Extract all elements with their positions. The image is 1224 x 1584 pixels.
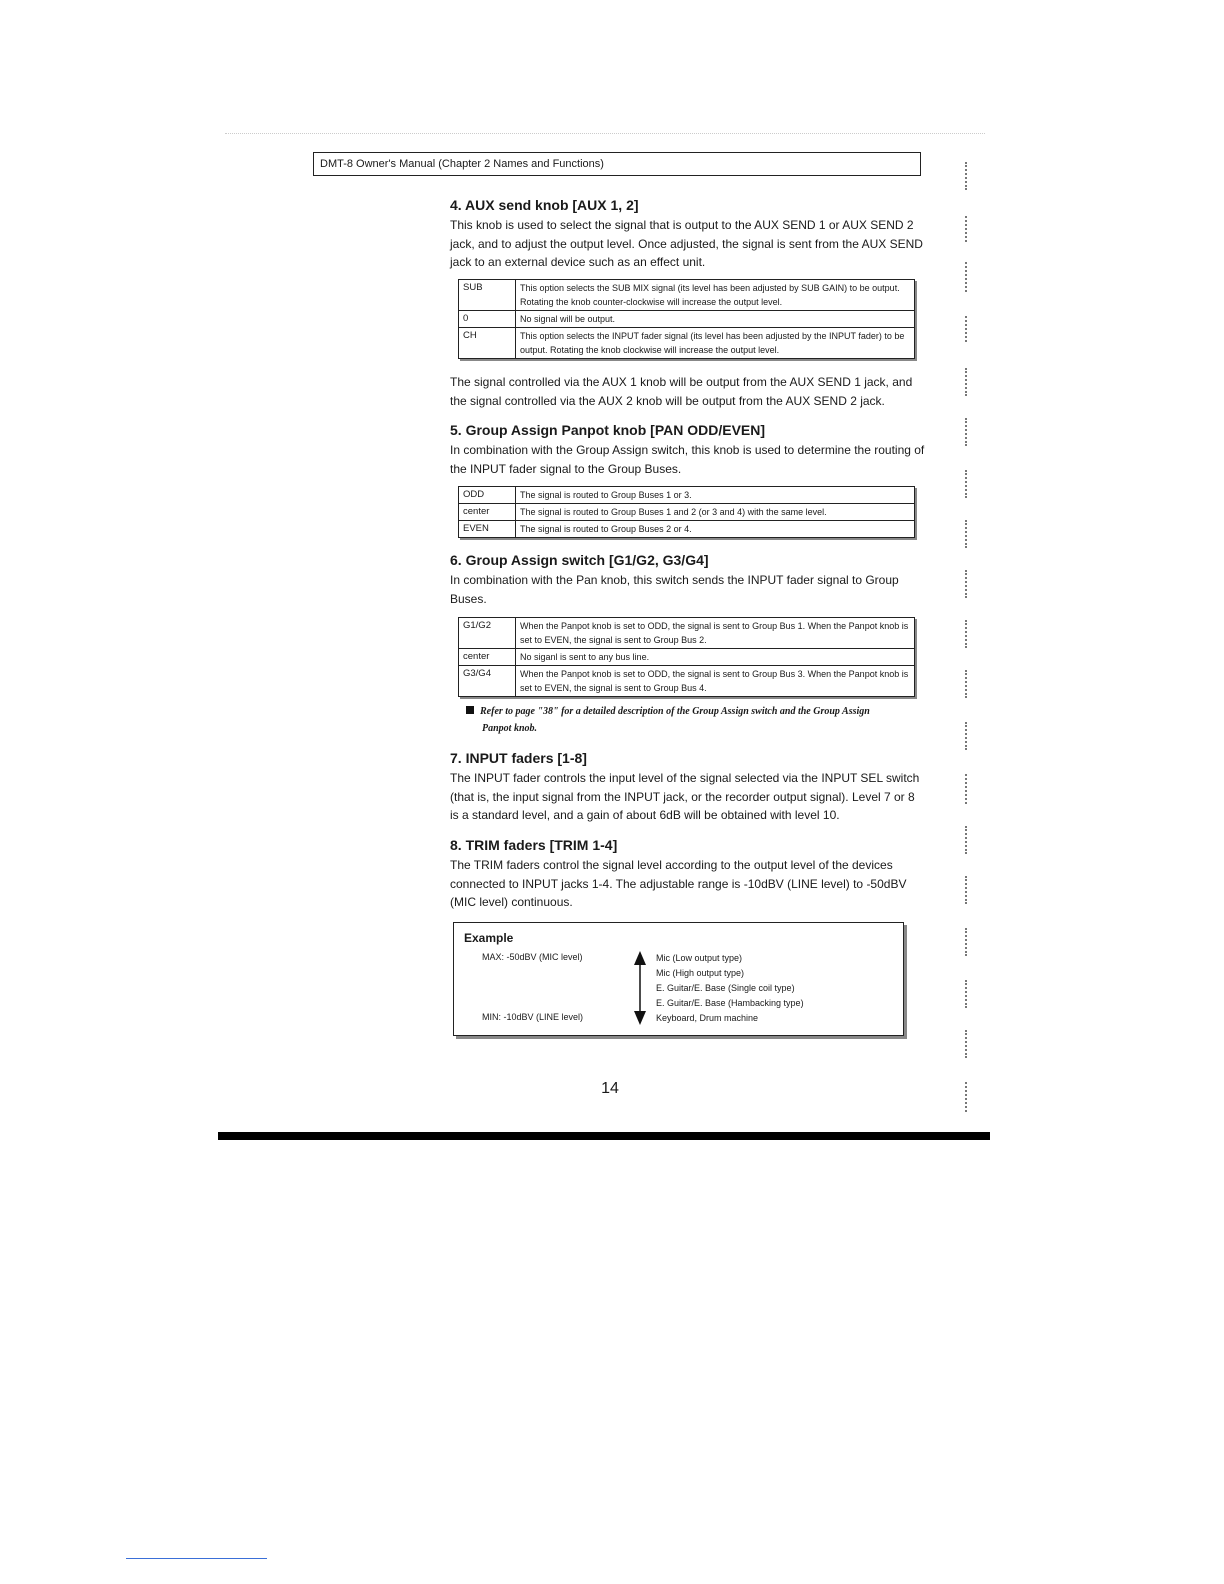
section-heading: 8. TRIM faders [TRIM 1-4]	[450, 837, 618, 853]
option-key: CH	[459, 328, 516, 359]
option-key: G3/G4	[459, 666, 516, 697]
option-desc: No siganl is sent to any bus line.	[516, 649, 915, 666]
option-desc: This option selects the INPUT fader signal (its level has been adjusted by the INPUT fader) to be output. Rotating the knob clockwise will increase the output level.	[516, 328, 915, 359]
panpot-options-table	[458, 486, 915, 538]
example-box	[453, 922, 904, 1036]
section-heading: 6. Group Assign switch [G1/G2, G3/G4]	[450, 552, 709, 568]
option-desc: The signal is routed to Group Buses 2 or 4.	[516, 521, 915, 538]
option-key: 0	[459, 311, 516, 328]
list-item: Keyboard, Drum machine	[656, 1013, 759, 1023]
reference-note	[466, 703, 926, 737]
table-row	[459, 328, 915, 359]
option-key: EVEN	[459, 521, 516, 538]
section-heading: 7. INPUT faders [1-8]	[450, 750, 587, 766]
section-body: The TRIM faders control the signal level according to the output level of the devices connected to INPUT jacks 1-4. The adjustable range is -10dBV (LINE level) to -50dBV (MIC level) continuous.	[450, 858, 907, 909]
option-desc: This option selects the SUB MIX signal (its level has been adjusted by SUB GAIN) to be output. Rotating the knob counter-clockwise will increase the output level.	[516, 280, 915, 311]
option-key: ODD	[459, 487, 516, 504]
section-body: The INPUT fader controls the input level of the signal selected via the INPUT SEL switch (that is, the input signal from the INPUT jack, or the recorder output signal). Level 7 or 8 is a standard level, and a gain of about 6dB will be obtained with level 10.	[450, 771, 920, 822]
page-number: 14	[601, 1080, 619, 1097]
table-row	[459, 311, 915, 328]
list-item: E. Guitar/E. Base (Hambacking type)	[656, 998, 804, 1008]
section-body: The signal controlled via the AUX 1 knob will be output from the AUX SEND 1 jack, and the signal controlled via the AUX 2 knob will be output from the AUX SEND 2 jack.	[450, 375, 913, 408]
section-heading: 4. AUX send knob [AUX 1, 2]	[450, 197, 639, 213]
table-row	[459, 521, 915, 538]
option-key: center	[459, 504, 516, 521]
section-body: In combination with the Group Assign switch, this knob is used to determine the routing of the INPUT fader signal to the Group Buses.	[450, 443, 925, 476]
section-panpot	[450, 421, 925, 478]
section-body: In combination with the Pan knob, this switch sends the INPUT fader signal to Group Buses.	[450, 573, 899, 606]
section-trim-faders	[450, 836, 925, 912]
option-desc: The signal is routed to Group Buses 1 and 2 (or 3 and 4) with the same level.	[516, 504, 915, 521]
running-header: DMT-8 Owner's Manual (Chapter 2 Names and Functions)	[313, 152, 921, 176]
link-underline	[126, 1558, 267, 1559]
option-desc: The signal is routed to Group Buses 1 or 3.	[516, 487, 915, 504]
note-text-continued: Panpot knob.	[482, 723, 538, 734]
option-key: center	[459, 649, 516, 666]
option-desc: When the Panpot knob is set to ODD, the signal is sent to Group Bus 3. When the Panpot knob is set to EVEN, the signal is sent to Group Bus 4.	[516, 666, 915, 697]
section-aux-send	[450, 196, 925, 272]
option-desc: When the Panpot knob is set to ODD, the signal is sent to Group Bus 1. When the Panpot knob is set to EVEN, the signal is sent to Group Bus 2.	[516, 618, 915, 649]
note-text: Refer to page "38" for a detailed description of the Group Assign switch and the Group Assign	[480, 706, 870, 717]
bottom-rule	[218, 1132, 990, 1140]
option-desc: No signal will be output.	[516, 311, 915, 328]
bullet-square-icon	[466, 706, 474, 714]
section-heading: 5. Group Assign Panpot knob [PAN ODD/EVEN]	[450, 422, 766, 438]
option-key: G1/G2	[459, 618, 516, 649]
double-arrow-icon	[632, 951, 648, 1025]
example-title: Example	[464, 931, 514, 945]
list-item: Mic (Low output type)	[656, 953, 743, 963]
aux-options-table	[458, 279, 915, 359]
table-row	[459, 666, 915, 697]
example-min-level: MIN: -10dBV (LINE level)	[482, 1012, 584, 1022]
section-input-faders	[450, 749, 925, 825]
aux-after-text	[450, 371, 925, 410]
example-device-list	[656, 951, 804, 1026]
section-group-assign	[450, 551, 925, 608]
list-item: E. Guitar/E. Base (Single coil type)	[656, 983, 795, 993]
table-row	[459, 618, 915, 649]
table-row	[459, 649, 915, 666]
group-assign-options-table	[458, 617, 915, 697]
scan-artifact-line	[225, 133, 985, 134]
section-body: This knob is used to select the signal that is output to the AUX SEND 1 or AUX SEND 2 jack, and to adjust the output level. Once adjusted, the signal is sent from the AUX SEND jack to an external device such as an effect unit.	[450, 218, 923, 269]
list-item: Mic (High output type)	[656, 968, 745, 978]
table-row	[459, 487, 915, 504]
example-max-level: MAX: -50dBV (MIC level)	[482, 952, 583, 962]
table-row	[459, 504, 915, 521]
option-key: SUB	[459, 280, 516, 311]
table-row	[459, 280, 915, 311]
